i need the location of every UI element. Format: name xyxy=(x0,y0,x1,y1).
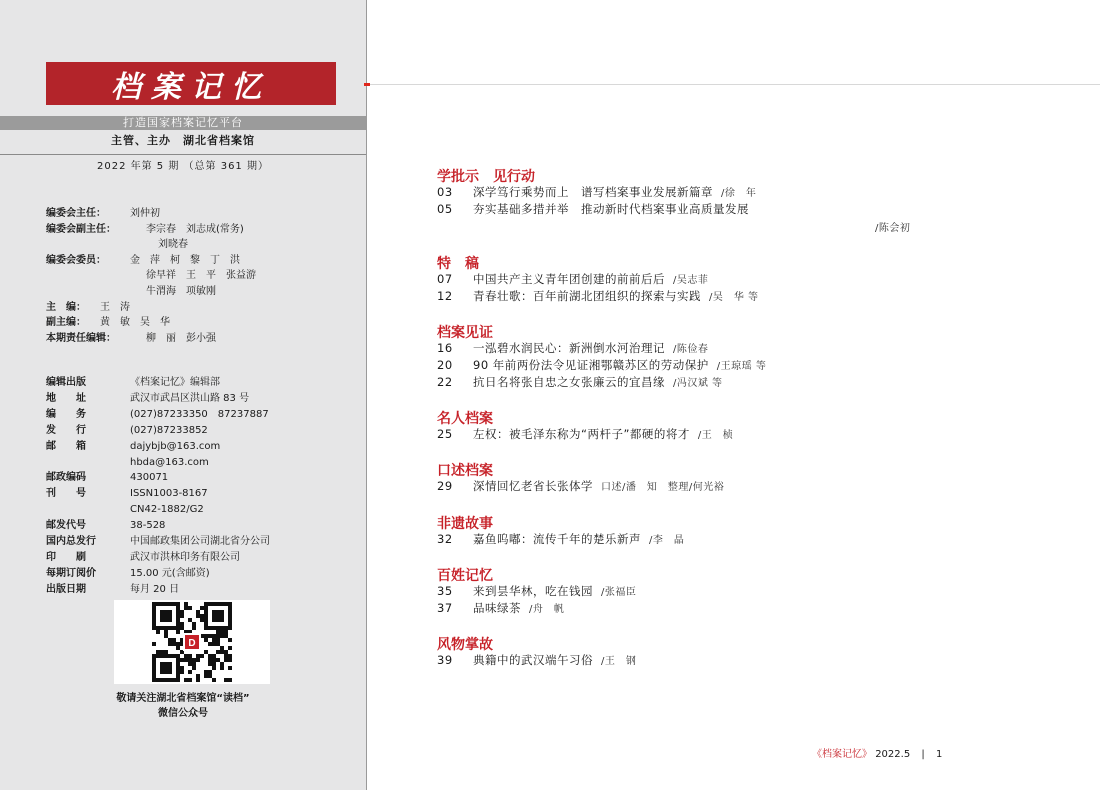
qr-module xyxy=(224,654,228,658)
qr-module xyxy=(176,646,180,650)
toc-author: /李 晶 xyxy=(649,535,685,546)
qr-module xyxy=(204,634,208,638)
masthead-value: 刘晓春 xyxy=(158,239,188,251)
masthead-label: 编委会副主任： xyxy=(46,223,116,235)
qr-module xyxy=(188,678,192,682)
qr-module xyxy=(188,658,192,662)
qr-module xyxy=(176,642,180,646)
masthead-value: 金 萍 柯 黎 丁 洪 xyxy=(130,254,240,266)
toc-section-heading: 学批示 见行动 xyxy=(437,169,535,185)
issue-number: 2022 年第 5 期 （总第 361 期） xyxy=(0,154,366,172)
toc-page-number: 22 xyxy=(437,375,453,389)
qr-module xyxy=(168,642,172,646)
qr-module xyxy=(192,666,196,670)
toc-entry[interactable] xyxy=(437,357,766,373)
pub-label: 印 刷 xyxy=(46,551,86,563)
toc-author: 口述/潘 知 整理/何光裕 xyxy=(601,482,725,493)
pub-value: 武汉市武昌区洪山路 83 号 xyxy=(130,392,250,404)
pub-label: 邮 箱 xyxy=(46,440,86,452)
pub-label: 发 行 xyxy=(46,424,86,436)
qr-module xyxy=(228,654,232,658)
qr-module xyxy=(212,678,216,682)
footer-date: 2022.5 xyxy=(875,749,911,760)
toc-title: 品味绿茶 xyxy=(473,601,521,615)
qr-module xyxy=(216,634,220,638)
pub-value: hbda@163.com xyxy=(130,456,209,468)
qr-module xyxy=(188,662,192,666)
toc-entry[interactable] xyxy=(437,201,749,217)
qr-module xyxy=(176,630,180,634)
toc-entry[interactable] xyxy=(437,426,733,442)
qr-module xyxy=(184,658,188,662)
pub-value: 中国邮政集团公司湖北省分公司 xyxy=(130,536,270,547)
qr-module xyxy=(220,630,224,634)
pub-label: 编 务 xyxy=(46,408,86,420)
qr-module xyxy=(192,622,196,626)
pub-label: 国内总发行 xyxy=(46,536,96,547)
magazine-logo xyxy=(46,62,336,105)
pub-value: 38-528 xyxy=(130,520,166,532)
pub-label: 地 址 xyxy=(46,392,86,404)
toc-author: /陈俭春 xyxy=(673,344,709,355)
qr-module xyxy=(180,614,184,618)
masthead-value: 牛渭海 项敏刚 xyxy=(146,286,216,297)
toc-page-number: 35 xyxy=(437,584,453,598)
masthead-label: 编委会委员： xyxy=(46,254,106,266)
qr-module xyxy=(228,646,232,650)
toc-title: 嘉鱼呜嘟：流传千年的楚乐新声 xyxy=(473,532,641,546)
qr-finder xyxy=(212,610,224,622)
qr-module xyxy=(216,658,220,662)
qr-module xyxy=(224,634,228,638)
toc-entry[interactable] xyxy=(437,478,724,494)
qr-module xyxy=(212,634,216,638)
qr-module xyxy=(200,614,204,618)
qr-module xyxy=(172,642,176,646)
toc-author: /张福臣 xyxy=(601,587,637,598)
slogan-bar: 打造国家档案记忆平台 xyxy=(0,116,366,130)
qr-module xyxy=(212,662,216,666)
qr-module xyxy=(220,634,224,638)
qr-module xyxy=(212,658,216,662)
qr-note-line2: 微信公众号 xyxy=(158,708,208,719)
qr-module xyxy=(184,678,188,682)
masthead-label: 编委会主任： xyxy=(46,208,106,219)
toc-page-number: 07 xyxy=(437,272,453,286)
toc-author: /吴志菲 xyxy=(673,275,709,286)
qr-module xyxy=(228,638,232,642)
qr-module xyxy=(156,650,160,654)
toc-entry[interactable] xyxy=(437,374,723,390)
pub-label: 刊 号 xyxy=(46,488,86,500)
pub-label: 邮政编码 xyxy=(46,472,86,484)
logo-text: 档案记忆 xyxy=(111,69,271,105)
qr-module xyxy=(184,654,188,658)
qr-module xyxy=(180,658,184,662)
masthead-value: 柳 丽 彭小强 xyxy=(146,332,216,344)
toc-author: /徐 年 xyxy=(721,188,757,199)
sponsor-line: 主管、主办 湖北省档案馆 xyxy=(111,134,255,147)
toc-title: 抗日名将张自忠之女张廉云的宜昌缘 xyxy=(473,375,665,389)
pub-value: 15.00 元(含邮资) xyxy=(130,567,210,579)
qr-module xyxy=(228,666,232,670)
toc-entry[interactable] xyxy=(437,583,636,599)
toc-title: 深学笃行乘势而上 谱写档案事业发展新篇章 xyxy=(473,185,713,199)
page-footer xyxy=(812,745,942,760)
toc-title: 90 年前两份法令见证湘鄂赣苏区的劳动保护 xyxy=(473,358,709,372)
toc-title: 左权：被毛泽东称为“两杆子”都硬的将才 xyxy=(473,427,690,441)
pub-label: 邮发代号 xyxy=(46,520,86,532)
toc-entry[interactable] xyxy=(437,340,708,356)
pub-label: 出版日期 xyxy=(46,583,86,595)
header-rule xyxy=(370,84,1100,85)
qr-module xyxy=(196,674,200,678)
pub-value: 《档案记忆》编辑部 xyxy=(130,377,220,388)
qr-module xyxy=(220,666,224,670)
footer-page: 1 xyxy=(935,749,943,760)
toc-entry[interactable] xyxy=(437,600,564,616)
qr-module xyxy=(208,674,212,678)
qr-module xyxy=(208,670,212,674)
qr-module xyxy=(168,638,172,642)
toc-author: /冯汉斌 等 xyxy=(673,378,723,389)
qr-module xyxy=(220,650,224,654)
qr-module xyxy=(200,618,204,622)
toc-page-number: 05 xyxy=(437,202,453,216)
toc-entry[interactable] xyxy=(437,184,756,200)
pub-value: 430071 xyxy=(130,472,169,484)
qr-module xyxy=(216,630,220,634)
toc-entry[interactable] xyxy=(875,219,910,234)
qr-module xyxy=(200,606,204,610)
qr-note-line1: 敬请关注湖北省档案馆“读档” xyxy=(116,693,250,704)
qr-module xyxy=(188,670,192,674)
toc-section-heading: 风物掌故 xyxy=(437,637,493,653)
qr-module xyxy=(228,658,232,662)
masthead-label: 副主编： xyxy=(46,317,86,329)
qr-module xyxy=(196,678,200,682)
qr-module xyxy=(188,618,192,622)
masthead-value: 黄 敏 吴 华 xyxy=(100,317,170,329)
pub-value: 武汉市洪林印务有限公司 xyxy=(130,551,240,563)
toc-entry[interactable] xyxy=(437,271,708,287)
toc-entry[interactable] xyxy=(437,531,684,547)
toc-section-heading: 名人档案 xyxy=(437,411,493,427)
qr-module xyxy=(212,642,216,646)
masthead-value: 徐早祥 王 平 张益游 xyxy=(146,270,256,282)
qr-module xyxy=(180,670,184,674)
toc-entry[interactable] xyxy=(437,652,636,668)
toc-entry[interactable] xyxy=(437,288,759,304)
toc-title: 夯实基础多措并举 推动新时代档案事业高质量发展 xyxy=(473,202,749,216)
toc-page-number: 25 xyxy=(437,427,453,441)
qr-module xyxy=(184,602,188,606)
pub-value: dajybjb@163.com xyxy=(130,440,221,452)
qr-finder xyxy=(160,662,172,674)
qr-module xyxy=(212,638,216,642)
pub-value: CN42-1882/G2 xyxy=(130,504,204,516)
toc-title: 中国共产主义青年团创建的前前后后 xyxy=(473,272,665,286)
qr-module xyxy=(184,606,188,610)
toc-title: 典籍中的武汉端午习俗 xyxy=(473,653,593,667)
qr-module xyxy=(224,630,228,634)
toc-author: /王 桢 xyxy=(697,430,734,441)
qr-module xyxy=(216,650,220,654)
pub-value: ISSN1003-8167 xyxy=(130,488,208,500)
toc-page-number: 16 xyxy=(437,341,453,355)
toc-page-number: 37 xyxy=(437,601,453,615)
qr-module xyxy=(200,654,204,658)
toc-title: 一泓碧水润民心：新洲倒水河治理记 xyxy=(473,341,665,355)
qr-module xyxy=(224,650,228,654)
qr-module xyxy=(192,626,196,630)
qr-module xyxy=(180,666,184,670)
pub-label: 每期订阅价 xyxy=(46,567,96,579)
toc-section-heading: 档案见证 xyxy=(437,325,493,341)
qr-module xyxy=(164,634,168,638)
qr-module xyxy=(196,614,200,618)
qr-module xyxy=(152,642,156,646)
qr-module xyxy=(220,646,224,650)
qr-module xyxy=(212,666,216,670)
toc-page-number: 39 xyxy=(437,653,453,667)
qr-module xyxy=(224,658,228,662)
qr-module xyxy=(160,650,164,654)
qr-module xyxy=(164,650,168,654)
toc-page-number: 12 xyxy=(437,289,453,303)
toc-title: 青春壮歌：百年前湖北团组织的探索与实践 xyxy=(473,289,701,303)
qr-module xyxy=(216,642,220,646)
qr-finder xyxy=(160,610,172,622)
qr-module xyxy=(204,674,208,678)
qr-module xyxy=(180,626,184,630)
left-panel xyxy=(0,0,367,790)
toc-author: /王琼瑶 等 xyxy=(716,361,767,372)
toc-section-heading: 特 稿 xyxy=(437,256,479,272)
qr-module xyxy=(188,654,192,658)
masthead-value: 李宗春 刘志成(常务) xyxy=(146,223,244,235)
qr-module xyxy=(180,622,184,626)
qr-module xyxy=(204,650,208,654)
qr-module xyxy=(208,642,212,646)
toc-author: /王 钢 xyxy=(601,656,637,667)
toc-page-number: 29 xyxy=(437,479,453,493)
masthead-label: 本期责任编辑： xyxy=(46,332,116,344)
toc-author: /吴 华 等 xyxy=(709,292,759,303)
pub-value: (027)87233852 xyxy=(130,424,208,436)
qr-code xyxy=(114,600,270,684)
toc-page-number: 20 xyxy=(437,358,453,372)
pub-value: (027)87233350 87237887 xyxy=(130,408,269,420)
toc-title: 来到昙华林，吃在钱园 xyxy=(473,584,593,598)
toc-page-number: 03 xyxy=(437,185,453,199)
footer-magazine: 《档案记忆》 xyxy=(812,749,872,760)
red-marker xyxy=(364,83,370,86)
qr-module xyxy=(172,638,176,642)
qr-module xyxy=(208,654,212,658)
qr-module xyxy=(180,610,184,614)
toc-section-heading: 非遗故事 xyxy=(437,516,493,532)
qr-code-graphic xyxy=(114,600,270,684)
toc-section-heading: 口述档案 xyxy=(437,463,493,479)
toc-section-heading: 百姓记忆 xyxy=(437,568,493,584)
qr-module xyxy=(212,654,216,658)
qr-module xyxy=(196,654,200,658)
qr-module xyxy=(204,670,208,674)
pub-value: 每月 20 日 xyxy=(130,583,180,595)
masthead-value: 王 涛 xyxy=(100,301,130,313)
qr-module xyxy=(192,658,196,662)
toc-title: 深情回忆老省长张体学 xyxy=(473,479,593,493)
toc-author: /陈会初 xyxy=(875,223,911,234)
qr-center-mark: D xyxy=(188,638,196,649)
qr-module xyxy=(188,606,192,610)
qr-module xyxy=(196,610,200,614)
footer-separator: | xyxy=(921,749,925,760)
qr-module xyxy=(216,638,220,642)
qr-module xyxy=(156,630,160,634)
pub-label: 编辑出版 xyxy=(46,377,86,388)
qr-module xyxy=(196,658,200,662)
toc-author: /舟 帆 xyxy=(529,604,565,615)
qr-module xyxy=(208,634,212,638)
qr-module xyxy=(228,678,232,682)
qr-module xyxy=(208,662,212,666)
toc-page-number: 32 xyxy=(437,532,453,546)
qr-module xyxy=(220,662,224,666)
qr-module xyxy=(164,630,168,634)
qr-module xyxy=(204,638,208,642)
qr-module xyxy=(192,662,196,666)
qr-module xyxy=(208,658,212,662)
masthead-label: 主 编： xyxy=(46,301,86,313)
masthead-value: 刘仲初 xyxy=(130,208,160,219)
qr-module xyxy=(224,678,228,682)
